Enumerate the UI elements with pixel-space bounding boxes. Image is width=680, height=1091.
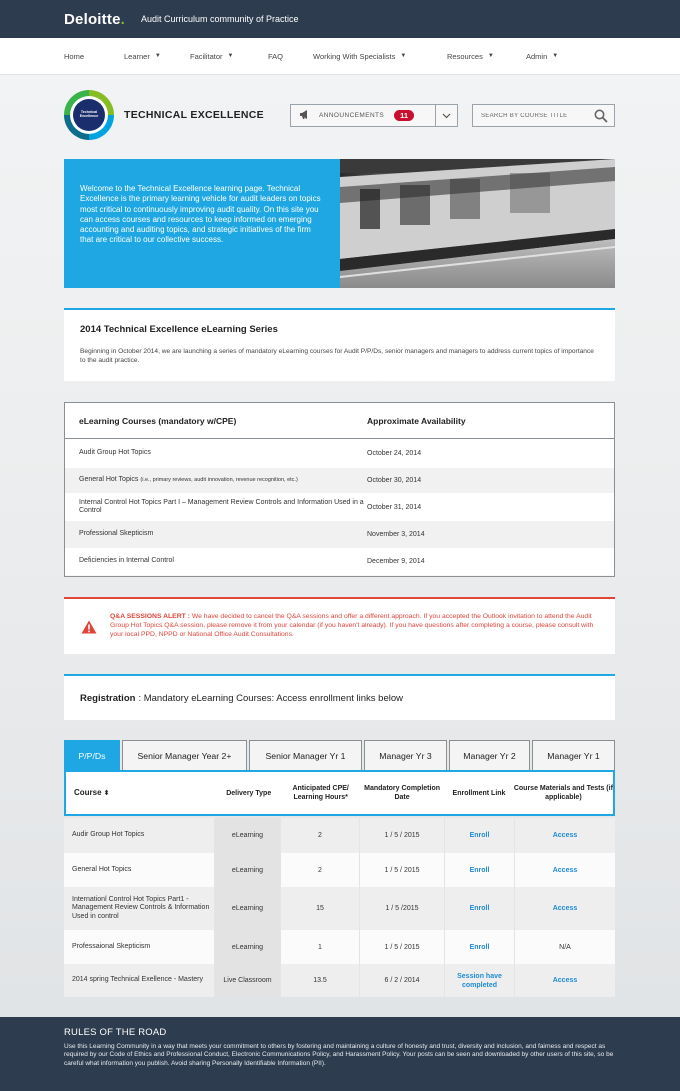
registration-panel bbox=[64, 674, 615, 720]
page-header bbox=[64, 90, 615, 142]
subway-train-image bbox=[340, 159, 615, 288]
deloitte-logo[interactable]: Deloitte. bbox=[64, 10, 125, 28]
announcements-button[interactable] bbox=[290, 104, 458, 127]
materials-na: N/A bbox=[559, 943, 571, 951]
footer-rules-text: Use this Learning Community in a way that meets your commitment to others by fostering and maintaining a culture of honesty and trust, diversity and inclusion, and fairness and respect as required by our Code of Ethics and Professional Conduct, Electronic Communications Policy, and Harassment Policy. Your posts can be seen and downloaded by other users of this site, so be careful what information you publish. Avoid sharing Personally Identifiable Information (PII). bbox=[64, 1043, 614, 1067]
tab-ppds[interactable]: P/P/Ds bbox=[64, 740, 120, 770]
series-description: Beginning in October 2014, we are launching a series of mandatory eLearning courses for Audit P/P/Ds, senior managers and managers to address current topics of importance to the audit practice. bbox=[80, 348, 594, 364]
technical-excellence-badge: Technical Excellence bbox=[64, 90, 114, 140]
table-row: General Hot Topics eLearning 2 1 / 5 / 2015 Enroll Access bbox=[64, 853, 615, 887]
enroll-link[interactable]: Enroll bbox=[445, 887, 515, 930]
nav-admin[interactable]: Admin ▼ bbox=[526, 51, 559, 61]
page-title: TECHNICAL EXCELLENCE bbox=[124, 109, 264, 121]
registration-label: Registration bbox=[80, 692, 136, 704]
main-nav bbox=[0, 38, 680, 75]
tab-manager-yr-2[interactable]: Manager Yr 2 bbox=[449, 740, 530, 770]
announcements-label: ANNOUNCEMENTS bbox=[319, 112, 385, 119]
table-row: Internal Control Hot Topics Part I – Management Review Controls and Information Used in a Control October 31, 2014 bbox=[65, 493, 614, 521]
enroll-link[interactable]: Enroll bbox=[445, 853, 515, 887]
tab-senior-manager-yr-1[interactable]: Senior Manager Yr 1 bbox=[249, 740, 362, 770]
sort-icon[interactable]: ⬍ bbox=[103, 790, 110, 797]
search-icon[interactable] bbox=[594, 109, 608, 123]
nav-faq[interactable]: FAQ bbox=[268, 51, 284, 61]
nav-facilitator[interactable]: Facilitator ▼ bbox=[190, 51, 234, 61]
qa-sessions-alert bbox=[64, 597, 615, 654]
caret-down-icon: ▼ bbox=[400, 53, 407, 59]
table-row: Professional Skepticism November 3, 2014 bbox=[65, 521, 614, 548]
alert-body: We have decided to cancel the Q&A sessions and offer a different approach. If you accepted the Outlook invitation to attend the Audit Group Hot Topics Q&A session, please remove it from your calendar (if you haven't already). If you have questions after completing a course, please consult with your local PPD, NPPD or National Office Audit Consultations. bbox=[110, 613, 594, 638]
series-title: 2014 Technical Excellence eLearning Series bbox=[80, 324, 278, 335]
nav-working-with-specialists[interactable]: Working With Specialists ▼ bbox=[313, 51, 407, 61]
table-row: 2014 spring Technical Exellence - Mastery Live Classroom 13.5 6 / 2 / 2014 Session have completed Access bbox=[64, 964, 615, 997]
registration-text: : Mandatory eLearning Courses: Access enrollment links below bbox=[138, 692, 403, 704]
top-bar bbox=[0, 0, 680, 38]
tab-manager-yr-3[interactable]: Manager Yr 3 bbox=[364, 740, 447, 770]
access-link[interactable]: Access bbox=[552, 866, 578, 874]
alert-title: Q&A SESSIONS ALERT : bbox=[110, 613, 190, 621]
caret-down-icon: ▼ bbox=[487, 53, 494, 59]
site-title: Audit Curriculum community of Practice bbox=[140, 14, 299, 24]
courses-table-header: eLearning Courses (mandatory w/CPE) Approximate Availability bbox=[65, 403, 614, 439]
table-row: Audir Group Hot Topics eLearning 2 1 / 5 / 2015 Enroll Access bbox=[64, 818, 615, 853]
hero-welcome-text: Welcome to the Technical Excellence learning page. Technical Excellence is the primary learning vehicle for audit leaders on topics most critical to continuously improving audit quality. On this site you can access courses and resources to keep informed on emerging accounting and auditing topics, and strategic initiatives of the firm that are critical to our collective success. bbox=[64, 159, 340, 288]
caret-down-icon: ▼ bbox=[227, 53, 234, 59]
series-panel bbox=[64, 308, 615, 381]
audience-tabs bbox=[64, 740, 615, 770]
registration-table-header: Course ⬍ Delivery Type Anticipated CPE/ Learning Hours* Mandatory Completion Date Enrollment Link Course Materials and Tests (if applicable) bbox=[64, 770, 615, 816]
access-link[interactable]: Access bbox=[552, 977, 578, 984]
search-input[interactable] bbox=[481, 113, 591, 119]
table-row: Deficiencies in Internal Control December 9, 2014 bbox=[65, 548, 614, 575]
caret-down-icon: ▼ bbox=[552, 53, 559, 59]
chevron-down-icon[interactable] bbox=[435, 105, 457, 126]
table-row: General Hot Topics (i.e., primary reviews, audit innovation, revenue recognition, etc.) October 30, 2014 bbox=[65, 468, 614, 493]
warning-icon bbox=[80, 620, 98, 634]
nav-home[interactable]: Home bbox=[64, 51, 85, 61]
course-search bbox=[472, 104, 615, 127]
table-row: Audit Group Hot Topics October 24, 2014 bbox=[65, 439, 614, 468]
enroll-link[interactable]: Enroll bbox=[445, 930, 515, 964]
session-completed-text: Session have completed bbox=[445, 964, 515, 997]
registration-table bbox=[64, 770, 615, 997]
footer-title: RULES OF THE ROAD bbox=[64, 1027, 167, 1038]
table-row: Professaional Skepticism eLearning 1 1 / 5 / 2015 Enroll N/A bbox=[64, 930, 615, 964]
tab-senior-manager-year-2[interactable]: Senior Manager Year 2+ bbox=[122, 740, 247, 770]
access-link[interactable]: Access bbox=[552, 832, 578, 839]
course-column-header[interactable]: Course ⬍ bbox=[74, 788, 110, 797]
enroll-link[interactable]: Enroll bbox=[445, 818, 515, 853]
elearning-courses-table bbox=[64, 402, 615, 577]
table-row: Internationl Control Hot Topics Part1 - Management Review Controls & Information Used in control eLearning 15 1 / 5 /2015 Enroll Access bbox=[64, 887, 615, 930]
tab-manager-yr-1[interactable]: Manager Yr 1 bbox=[532, 740, 615, 770]
caret-down-icon: ▼ bbox=[154, 53, 161, 59]
nav-resources[interactable]: Resources ▼ bbox=[447, 51, 494, 61]
footer bbox=[0, 1017, 680, 1091]
access-link[interactable]: Access bbox=[552, 905, 578, 912]
megaphone-icon bbox=[295, 110, 313, 121]
hero-banner bbox=[64, 159, 615, 288]
announcements-count-badge: 11 bbox=[394, 110, 414, 121]
nav-learner[interactable]: Learner ▼ bbox=[124, 51, 161, 61]
